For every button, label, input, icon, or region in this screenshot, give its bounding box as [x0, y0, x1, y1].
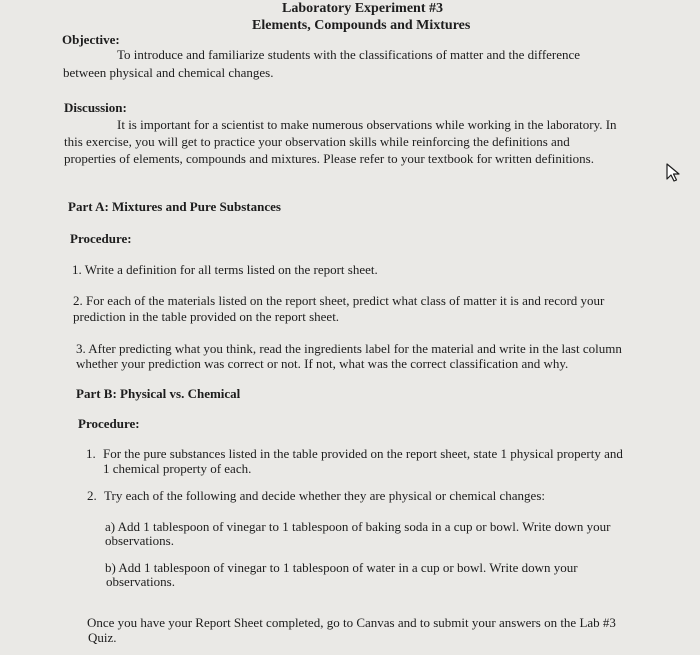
part-a-step-1: 1. Write a definition for all terms listed on the report sheet.	[72, 262, 378, 277]
discussion-line-3: properties of elements, compounds and mixtures. Please refer to your textbook for written definitions.	[64, 151, 594, 166]
part-b-step-2-number: 2.	[87, 488, 97, 503]
part-b-sub-b-line-1: b) Add 1 tablespoon of vinegar to 1 tablespoon of water in a cup or bowl. Write down your	[105, 560, 578, 575]
part-b-sub-a-line-1: a) Add 1 tablespoon of vinegar to 1 tablespoon of baking soda in a cup or bowl. Write down your	[105, 519, 611, 534]
discussion-line-2: this exercise, you will get to practice your observation skills while reinforcing the definitions and	[64, 134, 570, 149]
closing-line-1: Once you have your Report Sheet completed, go to Canvas and to submit your answers on the Lab #3	[87, 615, 616, 630]
part-b-heading: Part B: Physical vs. Chemical	[76, 386, 241, 401]
part-a-step-2-line-1: 2. For each of the materials listed on the report sheet, predict what class of matter it is and record your	[73, 293, 605, 308]
part-b-sub-b-line-2: observations.	[106, 574, 175, 589]
closing-line-2: Quiz.	[88, 630, 117, 645]
objective-line-1: To introduce and familiarize students with the classifications of matter and the difference	[117, 47, 581, 62]
discussion-line-1: It is important for a scientist to make numerous observations while working in the laboratory. In	[117, 117, 617, 132]
part-a-step-3-line-1: 3. After predicting what you think, read the ingredients label for the material and write in the last column	[76, 341, 622, 356]
title-line-2: Elements, Compounds and Mixtures	[252, 18, 471, 33]
mouse-pointer-icon	[666, 163, 682, 183]
part-b-step-1-number: 1.	[86, 446, 96, 461]
part-a-procedure-heading: Procedure:	[70, 231, 132, 246]
discussion-heading: Discussion:	[64, 100, 127, 115]
part-a-step-2-line-2: prediction in the table provided on the report sheet.	[73, 309, 340, 324]
part-a-step-3-line-2: whether your prediction was correct or not. If not, what was the correct classification and why.	[76, 356, 569, 371]
objective-line-2: between physical and chemical changes.	[63, 65, 274, 80]
title-line-1: Laboratory Experiment #3	[282, 1, 443, 16]
part-b-procedure-heading: Procedure:	[78, 416, 140, 431]
part-a-heading: Part A: Mixtures and Pure Substances	[68, 199, 281, 214]
part-b-step-1-line-2: 1 chemical property of each.	[103, 461, 252, 476]
part-b-sub-a-line-2: observations.	[105, 533, 174, 548]
part-b-step-2-line-1: Try each of the following and decide whether they are physical or chemical changes:	[104, 488, 545, 503]
part-b-step-1-line-1: For the pure substances listed in the table provided on the report sheet, state 1 physical property and	[103, 446, 623, 461]
objective-heading: Objective:	[62, 32, 120, 47]
